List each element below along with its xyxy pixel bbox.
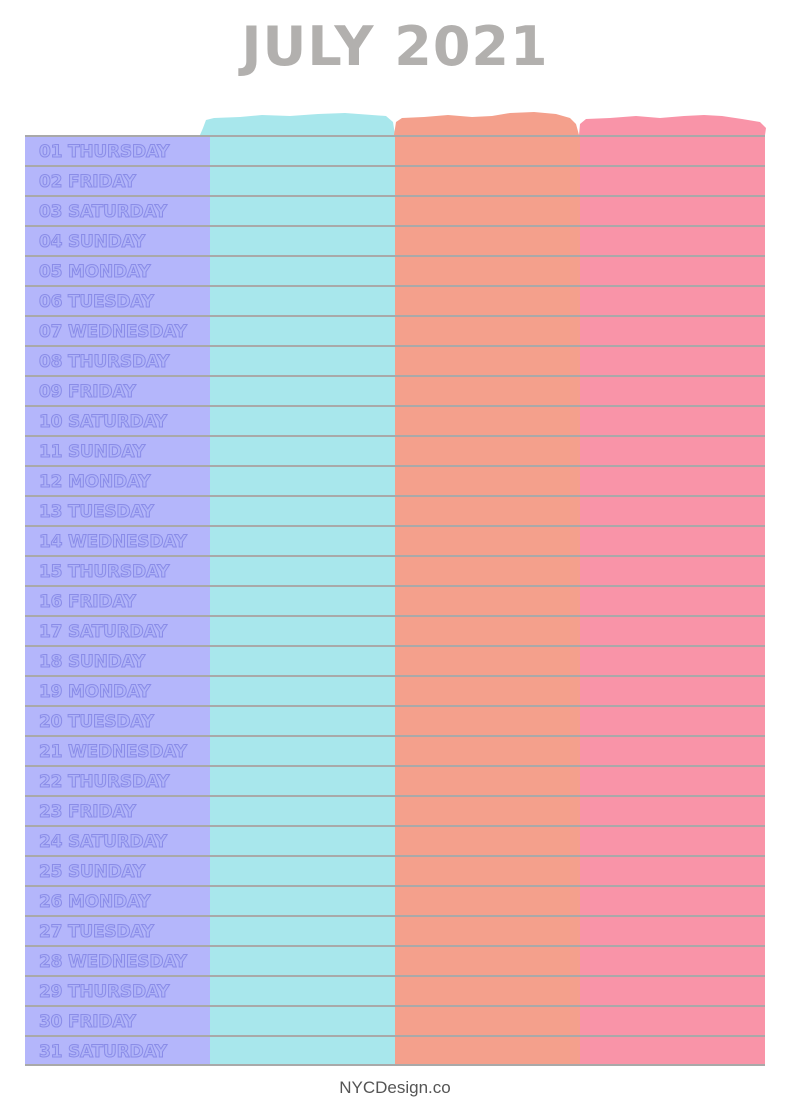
day-label: 25 SUNDAY (39, 862, 146, 882)
day-row[interactable] (25, 795, 765, 825)
day-row[interactable] (25, 465, 765, 495)
day-row[interactable] (25, 315, 765, 345)
day-row[interactable] (25, 1035, 765, 1066)
day-label: 14 WEDNESDAY (39, 532, 187, 552)
day-label: 15 THURSDAY (39, 562, 170, 582)
day-row[interactable] (25, 645, 765, 675)
day-label: 22 THURSDAY (39, 772, 170, 792)
day-label: 26 MONDAY (39, 892, 151, 912)
day-label: 24 SATURDAY (39, 832, 167, 852)
day-label: 03 SATURDAY (39, 202, 167, 222)
day-row[interactable] (25, 675, 765, 705)
day-label: 18 SUNDAY (39, 652, 146, 672)
footer-credit: NYCDesign.co (339, 1078, 451, 1097)
tab-column-3 (579, 115, 766, 135)
day-row[interactable] (25, 135, 765, 165)
day-label: 30 FRIDAY (39, 1012, 136, 1032)
day-row[interactable] (25, 435, 765, 465)
day-row[interactable] (25, 405, 765, 435)
day-row[interactable] (25, 255, 765, 285)
day-label: 04 SUNDAY (39, 232, 146, 252)
tab-column-1 (200, 113, 395, 135)
day-label: 09 FRIDAY (39, 382, 136, 402)
day-label: 31 SATURDAY (39, 1042, 167, 1062)
day-label: 08 THURSDAY (39, 352, 170, 372)
day-row[interactable] (25, 855, 765, 885)
day-label: 19 MONDAY (39, 682, 151, 702)
day-label: 20 TUESDAY (39, 712, 154, 732)
day-label: 11 SUNDAY (39, 442, 146, 462)
day-label: 06 TUESDAY (39, 292, 154, 312)
day-rows (25, 135, 765, 1066)
day-label: 02 FRIDAY (39, 172, 136, 192)
day-row[interactable] (25, 585, 765, 615)
day-row[interactable] (25, 765, 765, 795)
day-row[interactable] (25, 885, 765, 915)
day-row[interactable] (25, 825, 765, 855)
day-label: 17 SATURDAY (39, 622, 167, 642)
day-row[interactable] (25, 345, 765, 375)
planner-grid (25, 135, 765, 1066)
day-row[interactable] (25, 525, 765, 555)
day-row[interactable] (25, 375, 765, 405)
day-row[interactable] (25, 165, 765, 195)
day-label: 01 THURSDAY (39, 142, 170, 162)
day-label: 23 FRIDAY (39, 802, 136, 822)
day-row[interactable] (25, 495, 765, 525)
day-label: 07 WEDNESDAY (39, 322, 187, 342)
day-label: 13 TUESDAY (39, 502, 154, 522)
day-row[interactable] (25, 225, 765, 255)
page-title: JULY 2021 (241, 15, 549, 78)
day-label: 10 SATURDAY (39, 412, 167, 432)
day-label: 28 WEDNESDAY (39, 952, 187, 972)
column-tabs (0, 108, 790, 138)
day-label: 27 TUESDAY (39, 922, 154, 942)
tab-column-2 (394, 112, 579, 135)
day-row[interactable] (25, 285, 765, 315)
day-row[interactable] (25, 195, 765, 225)
day-row[interactable] (25, 555, 765, 585)
day-row[interactable] (25, 705, 765, 735)
day-row[interactable] (25, 1005, 765, 1035)
day-row[interactable] (25, 915, 765, 945)
day-row[interactable] (25, 735, 765, 765)
day-label: 16 FRIDAY (39, 592, 136, 612)
day-label: 12 MONDAY (39, 472, 151, 492)
day-row[interactable] (25, 615, 765, 645)
day-label: 29 THURSDAY (39, 982, 170, 1002)
day-label: 21 WEDNESDAY (39, 742, 187, 762)
day-row[interactable] (25, 975, 765, 1005)
day-row[interactable] (25, 945, 765, 975)
day-label: 05 MONDAY (39, 262, 151, 282)
